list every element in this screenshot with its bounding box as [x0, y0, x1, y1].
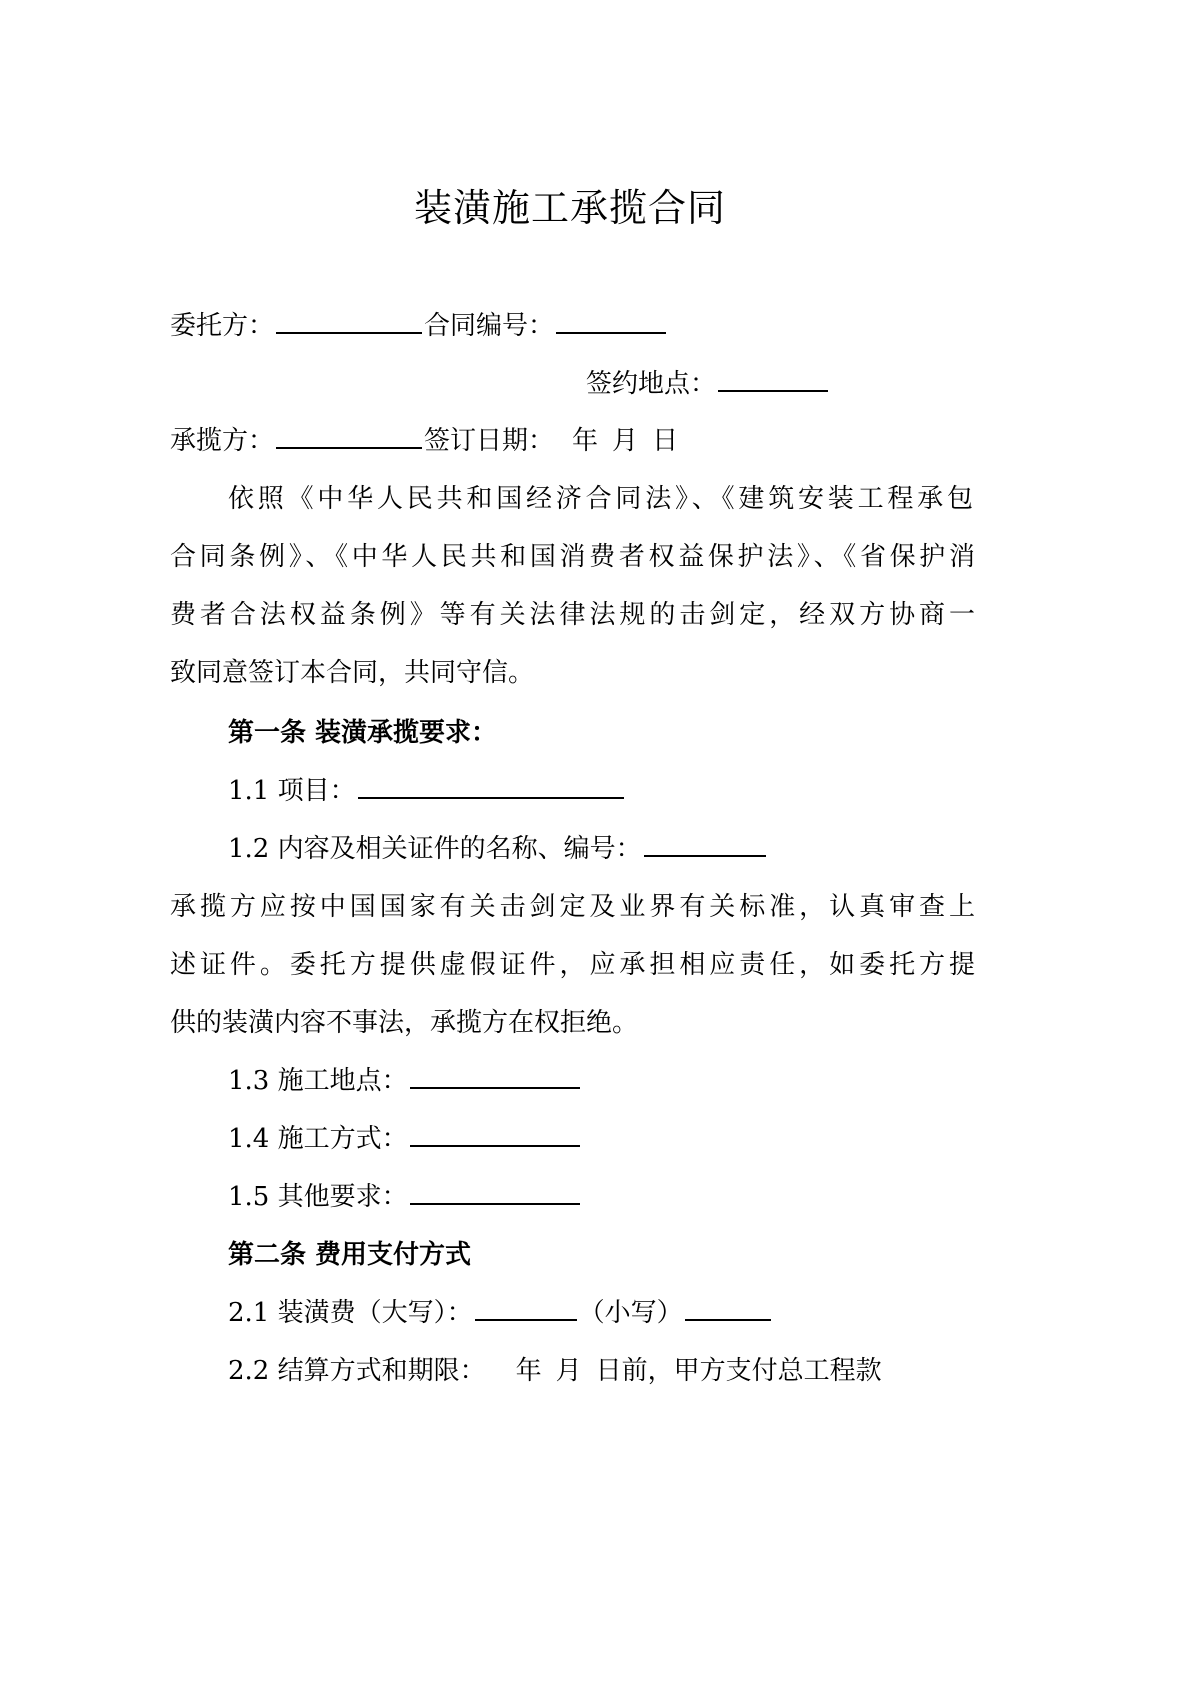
- sign-date-day: 日: [652, 426, 679, 456]
- contract-no-blank[interactable]: [556, 306, 666, 334]
- sign-date-label: 签订日期：: [424, 426, 555, 456]
- item-1-2-label: 1.2 内容及相关证件的名称、编号：: [228, 834, 642, 864]
- item-1-3-label: 1.3 施工地点：: [228, 1066, 408, 1096]
- header-sign-place-line: [586, 364, 1190, 404]
- preamble-line-3: 费者合法权益条例》等有关法律法规的击剑定，经双方协商一: [170, 600, 975, 630]
- fee-lowercase-blank[interactable]: [685, 1293, 771, 1321]
- item-1-4: [228, 1119, 1038, 1159]
- fee-uppercase-blank[interactable]: [475, 1293, 577, 1321]
- item-1-4-blank[interactable]: [410, 1119, 580, 1147]
- preamble-line-2: 合同条例》、《中华人民共和国消费者权益保护法》、《省保护消: [170, 542, 975, 572]
- item-2-2-month: 月: [555, 1356, 582, 1386]
- item-1-2-blank[interactable]: [644, 829, 766, 857]
- article-1-para-line-3: 供的装潢内容不事法，承揽方在权拒绝。: [170, 1008, 639, 1038]
- item-1-4-label: 1.4 施工方式：: [228, 1124, 408, 1154]
- item-1-5: [228, 1177, 1038, 1217]
- item-1-3: [228, 1061, 1038, 1101]
- item-2-2-year: 年: [515, 1356, 542, 1386]
- item-1-2: [228, 829, 1038, 869]
- item-1-3-blank[interactable]: [410, 1061, 580, 1089]
- sign-place-blank[interactable]: [718, 364, 828, 392]
- sign-date-month: 月: [612, 426, 639, 456]
- sign-place-label: 签约地点：: [586, 369, 717, 399]
- item-2-1-prefix: 2.1 装潢费（大写）：: [228, 1298, 473, 1328]
- header-client-line: [170, 306, 980, 346]
- item-2-1-middle: （小写）: [578, 1298, 683, 1328]
- document-title: 装潢施工承揽合同: [413, 186, 726, 230]
- sign-date-year: 年: [572, 426, 599, 456]
- preamble-line-4: 致同意签订本合同，共同守信。: [170, 658, 535, 688]
- client-label: 委托方：: [170, 311, 275, 341]
- article-1-para-line-1: 承揽方应按中国国家有关击剑定及业界有关标准，认真审查上: [170, 892, 975, 922]
- item-1-1: [228, 771, 1038, 811]
- article-1-para-line-2: 述证件。委托方提供虚假证件，应承担相应责任，如委托方提: [170, 950, 975, 980]
- item-2-2: [228, 1351, 1038, 1391]
- item-2-2-prefix: 2.2 结算方式和期限：: [228, 1356, 486, 1386]
- item-1-5-label: 1.5 其他要求：: [228, 1182, 408, 1212]
- contract-no-label: 合同编号：: [424, 311, 555, 341]
- article-1-heading: 第一条 装潢承揽要求：: [228, 718, 498, 748]
- preamble-line-1: 依照《中华人民共和国经济合同法》、《建筑安装工程承包: [228, 484, 973, 514]
- header-contractor-line: [170, 421, 980, 461]
- contractor-label: 承揽方：: [170, 426, 275, 456]
- item-2-2-suffix: 日前，甲方支付总工程款: [595, 1356, 882, 1386]
- item-1-1-blank[interactable]: [358, 771, 624, 799]
- article-2-heading: 第二条 费用支付方式: [228, 1240, 472, 1270]
- client-blank[interactable]: [276, 306, 422, 334]
- contractor-blank[interactable]: [276, 421, 422, 449]
- item-1-5-blank[interactable]: [410, 1177, 580, 1205]
- item-1-1-label: 1.1 项目：: [228, 776, 356, 806]
- item-2-1: [228, 1293, 1038, 1333]
